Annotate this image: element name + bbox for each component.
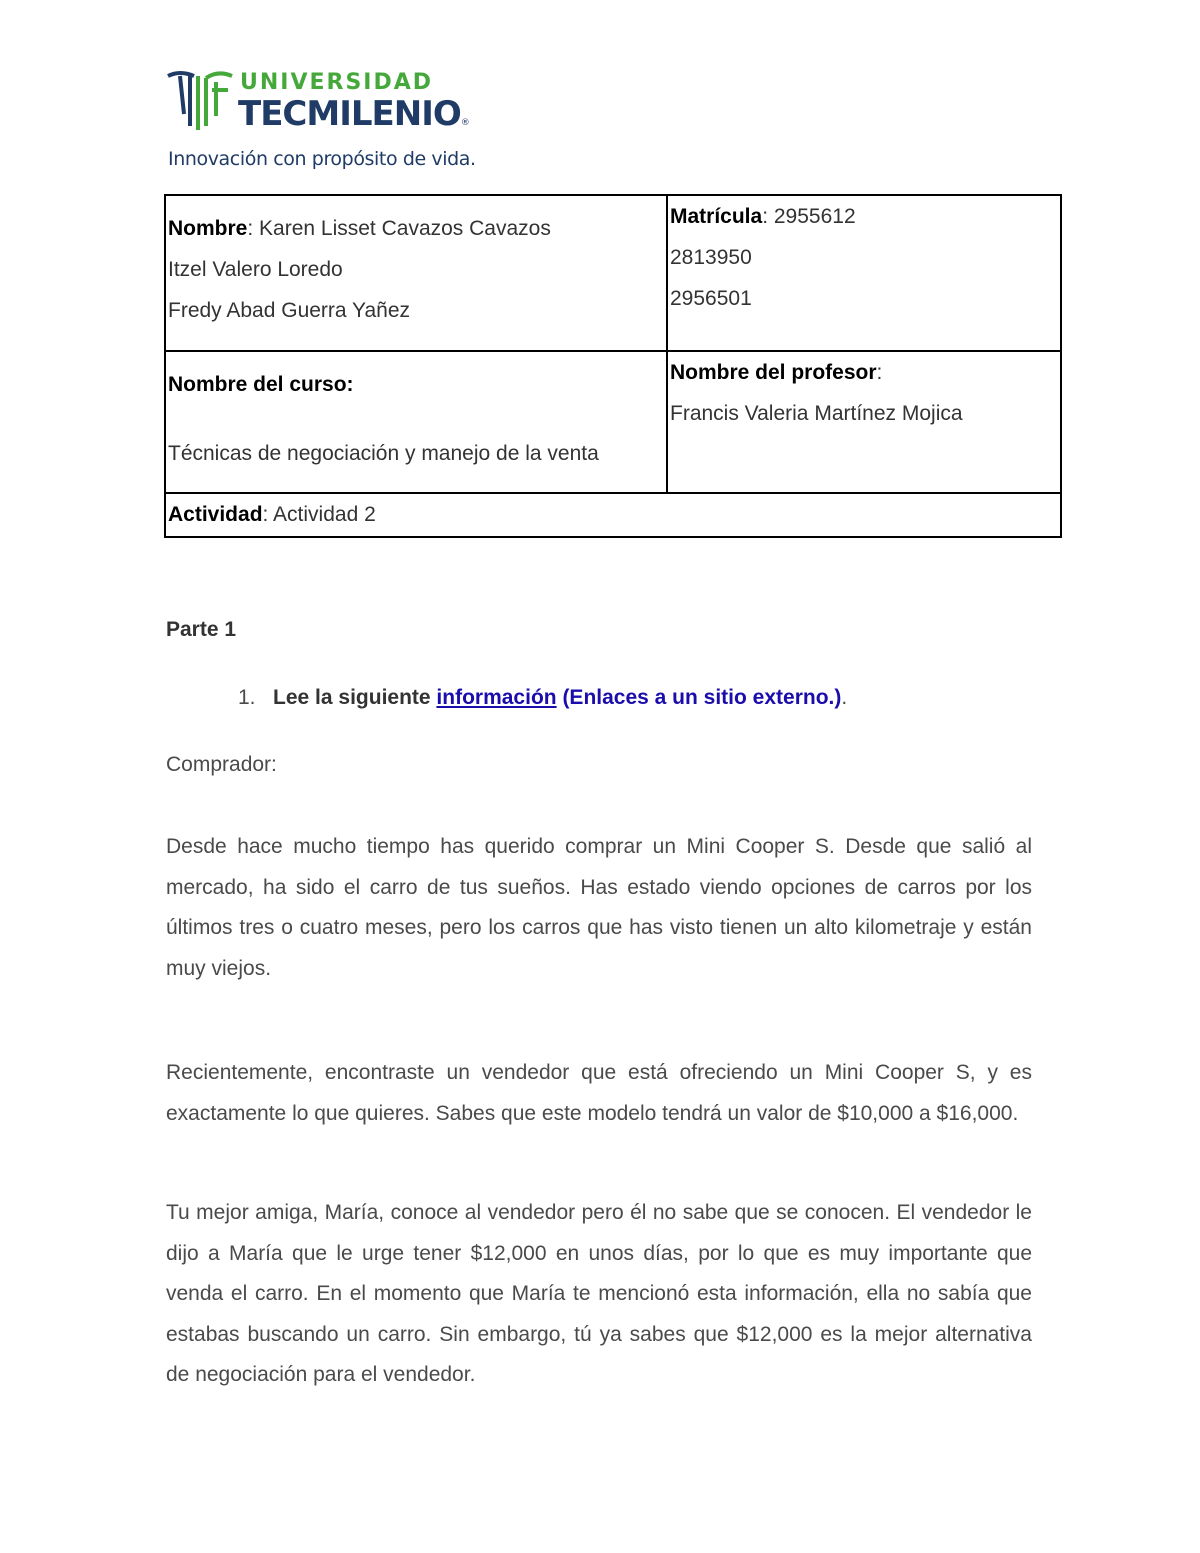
curso-cell: [165, 351, 667, 493]
informacion-link[interactable]: información: [436, 686, 557, 709]
matricula-line: [670, 196, 1058, 237]
paragraph-1: Desde hace mucho tiempo has querido comprar un Mini Cooper S. Desde que salió al mercado, ha sido el carro de tus sueños. Has estado viendo opciones de carros por los últimos tres o cuatro meses, pero los carros que has visto tienen un alto kilometraje y están muy viejos.: [166, 835, 1032, 980]
matricula-label: Matrícula: [670, 205, 763, 228]
list-item: [238, 678, 1038, 719]
logo-tagline: Innovación con propósito de vida.: [168, 148, 476, 170]
actividad-line: [168, 494, 1058, 535]
paragraph-1-block: [166, 827, 1032, 989]
item-end: .: [841, 686, 848, 709]
paragraph-3-block: [166, 1193, 1032, 1396]
comprador-label-block: [166, 745, 1032, 786]
actividad-label: Actividad: [168, 503, 263, 526]
external-link-note: (Enlaces a un sitio externo.): [556, 686, 842, 709]
paragraph-2: Recientemente, encontraste un vendedor que está ofreciendo un Mini Cooper S, y es exactamente lo que quieres. Sabes que este modelo tendrá un valor de $10,000 a $16,000.: [166, 1061, 1032, 1125]
student-info-table: [164, 194, 1062, 538]
nombre-line: [168, 208, 664, 249]
nombre-label: Nombre: [168, 217, 248, 240]
matricula-line-2: 2813950: [670, 246, 752, 269]
nombre-cell: [165, 195, 667, 351]
section-title: [166, 610, 1032, 651]
profesor-value: Francis Valeria Martínez Mojica: [670, 402, 963, 425]
actividad-cell: [165, 493, 1061, 537]
list-number: 1.: [238, 686, 256, 709]
profesor-line: [670, 352, 1058, 393]
nombre-line-3: Fredy Abad Guerra Yañez: [168, 299, 411, 322]
logo-tecmilenio-text: TECMILENIO®: [238, 94, 469, 134]
item-text: Lee la siguiente: [273, 686, 437, 709]
tecmilenio-logo-icon: [166, 68, 236, 132]
parte-heading: Parte 1: [166, 618, 237, 641]
curso-label: Nombre del curso:: [168, 373, 354, 396]
paragraph-3: Tu mejor amiga, María, conoce al vendedor pero él no sabe que se conocen. El vendedor le dijo a María que le urge tener $12,000 en unos días, por lo que es muy importante que venda el carro. En el momento que María te mencionó esta información, ella no sabía que estabas buscando un carro. Sin embargo, tú ya sabes que $12,000 es la mejor alternativa de negociación para el vendedor.: [166, 1201, 1032, 1386]
logo-universidad-text: UNIVERSIDAD: [240, 70, 434, 95]
profesor-colon: :: [876, 361, 883, 384]
paragraph-2-block: [166, 1053, 1032, 1134]
nombre-line-2: Itzel Valero Loredo: [168, 258, 343, 281]
actividad-value: : Actividad 2: [262, 503, 376, 526]
matricula-line-3: 2956501: [670, 287, 752, 310]
university-logo: [166, 66, 476, 176]
list-item-text: [238, 678, 1038, 719]
profesor-cell: [667, 351, 1061, 493]
curso-value: Técnicas de negociación y manejo de la venta: [168, 442, 599, 465]
comprador-label: Comprador:: [166, 753, 277, 776]
matricula-cell: [667, 195, 1061, 351]
matricula-value: : 2955612: [762, 205, 856, 228]
profesor-label: Nombre del profesor: [670, 361, 877, 384]
nombre-value: : Karen Lisset Cavazos Cavazos: [247, 217, 551, 240]
